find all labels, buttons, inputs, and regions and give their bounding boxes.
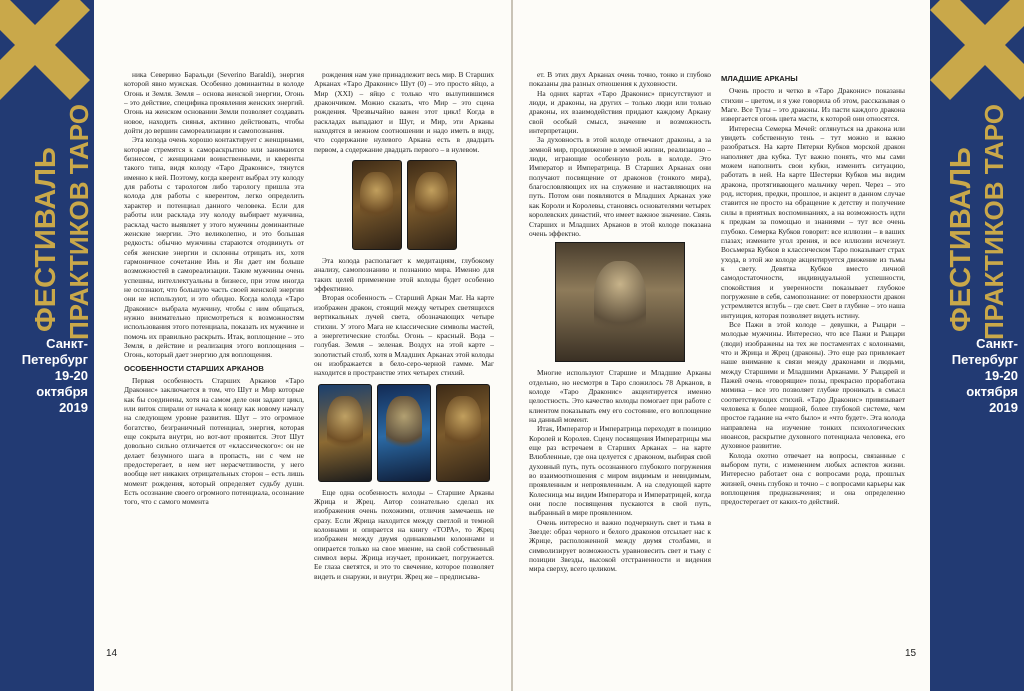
- paragraph: рождения нам уже принадлежит весь мир. В Старших Арканах «Таро Драконис» Шут (0) – это просто яйцо, а Мир (XXI) – яйцо с только что вылупившимся дракончиком. Можно сказать, что Мир – это сцена рождения. Чрезвычайно важен этот цикл! Когда в раскладах выпадают и Шут, и Мир, эти Арканы находятся в нежном соотношении и надо иметь в виду, что содержание нулевого Аркана есть в двадцать первом, а содержание двадцать первого – в нулевом.: [314, 70, 494, 154]
- left-page-column-2: [314, 70, 494, 640]
- section-heading: МЛАДШИЕ АРКАНЫ: [721, 74, 798, 83]
- festival-location: [4, 336, 88, 416]
- festival-city: Санкт-Петербург: [21, 336, 88, 367]
- page-number: 15: [905, 648, 917, 659]
- card-image-fool: [352, 160, 402, 250]
- paragraph: Очень интересно и важно подчеркнуть свет и тьма в Звезде: образ черного и белого драконов отсылает нас к Жрице, расположенной между двумя столбами, и символизирует возможность уравновесить свет и тьму с позиции Звезды, высокой отстраненности и видения мира сверху, всего целиком.: [529, 517, 711, 574]
- cross-icon: [0, 0, 90, 100]
- festival-title-line2: ПРАКТИКОВ ТАРО: [64, 104, 94, 340]
- left-festival-banner: [0, 0, 94, 691]
- festival-year: 2019: [989, 400, 1018, 415]
- cards-fool-world: [314, 160, 494, 250]
- festival-title-vertical: [0, 100, 94, 340]
- paragraph: Еще одна особенность колоды – Старшие Арканы Жрица и Жрец. Автор сознательно сделал их изображения очень похожими, отличия замечаешь не сразу. Если Жрица находится между светлой и темной колоннами и опирается на книгу «ТОРА», то Жрец изображен между двумя одинаковыми колоннами и опирается только на свое мнение, на свой собственный символ веры. Жрица изучает, проникает, погружается. Ее глаза светятся, и это то свечение, которое позволяет видеть и снаружи, и внутри. Жрец же – предписыва-: [314, 487, 494, 581]
- paragraph: Итак, Император и Императрица переходят в позицию Королей и Королев. Сцену посвящения Императрицы мы еще раз встречаем в Старших Арканах – на карте Влюбленные, где она целуется с драконом, выбирая свой духовный путь, путь осознанного глубокого погружения во взаимоотношения с миром видимым и невидимым, проявленным и непроявленным. А на следующей карте Колесница мы видим Императора и Императрицей, когда они после посвящения пускаются в свой путь, выбранный в мире проявленном.: [529, 424, 711, 518]
- paragraph: Колода охотно отвечает на вопросы, связанные с выбором пути, с изменением любых аспектов жизни. Интересно работает она с вопросами рода, прошлых жизней, очень глубоко и точно – с вопросами карьеры как воплощения предназначения; и она определенно предостерегает от каких-то действий.: [721, 450, 905, 507]
- paragraph: Интересна Семерка Мечей: оглянуться на дракона или увидеть собственную тень – тут можно и важно разобраться. На карте Пятерки Кубков морской дракон наполняет два кубка. Тут важно понять, что мы сами можем наполнить свои кубки, изменить ситуацию, работать в ней. На карте Шестерки Кубков мы видим дракона, протягивающего мальчику череп. Через – это род, история, предки, прошлое, и акцент в данном случае ставится не просто на обращение к детству и получение силы в приятных воспоминаниях, а на возможность идти к предкам за помощью и знаниями – тут все очень глубоко. Семерка Кубков говорит: все иллюзии – в ваших глазах; измените угол зрения, и все иллюзии исчезнут. Восьмерка Кубков в классическом Таро показывает страх ухода, в этой же колоде акцентируется движение из тьмы к свету. Девятка Кубков вместо личной самодостаточности, индивидуальной успешности, спокойствия и уверенности показывает глубокое погружение в себя, самопознание: от поверхности дракон устремляется вглубь – где свет. Свет в глубине – это наша интуиция, которая позволяет видеть истину.: [721, 123, 905, 320]
- card-image-lovers: [555, 242, 685, 362]
- festival-city: Санкт-Петербург: [951, 336, 1018, 367]
- section-heading: ОСОБЕННОСТИ СТАРШИХ АРКАНОВ: [124, 363, 264, 373]
- festival-year: 2019: [59, 400, 88, 415]
- festival-location: [932, 336, 1018, 416]
- paragraph: ет. В этих двух Арканах очень точно, тонко и глубоко показаны два разных отношения к духовности.: [529, 70, 711, 89]
- card-image-magician: [318, 384, 372, 482]
- festival-title-vertical: [930, 100, 1024, 340]
- paragraph: На одних картах «Таро Драконис» присутствуют и люди, и драконы, на других – только люди или только драконы, их взаимодействия придают каждому Аркану свой особый смысл, значение и возможность интерпретации.: [529, 88, 711, 136]
- festival-title-line1: ФЕСТИВАЛЬ: [945, 147, 977, 332]
- paragraph: Эта колода очень хорошо контактирует с женщинами, которые стремятся к самораскрытию или занимаются бизнесом, с женщинами воинственными, и кверенты такого типа, видя колоду «Таро Драконис», тянутся именно к ней. Поэтому, когда кверент выбрал эту колоду для работы с тарологом либо тарологу пришла эта колода для работы с кверентом, легко определить характер и потенциал данного человека. Если для работы или расклада эту колоду выбирает мужчина, расклад часто выявляет у этого мужчины доминантные женские энергии. Это великолепно, и это большая редкость: обычно мужчины стараются отодвинуть от себя женские энергии и склонны отрицать их, хотя гармоничное сочетание Инь и Ян дает им больше возможностей в самореализации. Такие мужчины очень успешны, интеллектуальны в бизнесе, при этом иногда не осознают, что большую часть своей женской энергии они не используют, и это обидно. Когда колода «Таро Драконис» выбрала мужчину, чтобы с ним общаться, нужно внимательно присмотреться к возможностям использования этого потенциала, показать их мужчине и помочь их правильно раскрыть. Итак, воплощение – это Земля, в действие и реализация этого воплощения – Огонь, который дает энергию для воплощения.: [124, 135, 304, 360]
- paragraph: За духовность в этой колоде отвечают драконы, а за земной мир, продвижение в земной жизни, реализацию – люди, играющие особенную роль в колоде. Это Император и Императрица. В Старших Арканах они получают посвящение от драконов (тонкого мира), благословляющих их на служение и наставляющих на путь. Потом они появляются в Младших Арканах уже как Короли и Королевы, становясь основателями четырех королевских династий, что имеет важное значение. Связь Старших и Младших Арканов в этой колоде показана очень эффектно.: [529, 135, 711, 238]
- festival-title-line2: ПРАКТИКОВ ТАРО: [979, 104, 1009, 340]
- page-number: 14: [106, 648, 118, 659]
- card-image-priest: [436, 384, 490, 482]
- card-image-priestess: [377, 384, 431, 482]
- left-page-column-1: [124, 70, 304, 640]
- card-image-world: [407, 160, 457, 250]
- paragraph: Первая особенность Старших Арканов «Таро Драконис» заключается в том, что Шут и Мир которые как бы соединены, хотя на самом деле они задают цикл, или виток спирали от начала к концу как новому началу на следующем уровне развития. Шут – это огромное богатство, безграничный потенциал, энергия, которая еще сокрыта внутри, но вот-вот проявится. Этот Шут довольно сильно отличается от «классического»: он не делает безумного шага в пропасть, ни с чем не предостерегает, в нем нет нерасчетливости, у него вообще нет никаких отрицательных сторон – есть лишь момент рождения, который определяет судьбу души. Есть осознание своего огромного потенциала, осознание того, что с самого момента: [124, 376, 304, 507]
- paragraph: Вторая особенность – Старший Аркан Маг. На карте изображен дракон, стоящий между четырех светящихся вертикальных лучей света, обозначающих четыре стихии. У этого Мага не классические символы мастей, а энергетические столбы. Огонь – красный. Вода – голубая. Земля – зеленая. Воздух на этой карте – золотистый столб, хотя в Младших Арканах этой колоды он изображается в бело-серо-черной гамме. Маг находится в пространстве этих четырех стихий.: [314, 293, 494, 378]
- paragraph: Очень просто и четко в «Таро Драконис» показаны стихии – цветом, и я уже говорила об этом, рассказывая о Маге. Все Тузы – это драконы. Из пасти каждого дракона извергается огонь цвета масти, к которой они относятся.: [721, 86, 905, 124]
- paragraph: Многие используют Старшие и Младшие Арканы отдельно, но несмотря в Таро сложилось 78 Арканов, в колоде «Таро Драконис» акцентируется именно целостность. Это качество колоды помогает при работе с клиентом показывать ему его состояние, его воплощение на данный момент.: [529, 368, 711, 424]
- right-page-column-2: [721, 70, 905, 640]
- festival-dates: 19-20 октября: [36, 368, 88, 399]
- right-page-column-1: [529, 70, 711, 640]
- paragraph: Все Пажи в этой колоде – девушки, а Рыцари – молодые мужчины. Интересно, что все Пажи и Рыцари (люди) изображены на тех же постаментах с колоннами, что и Жрица и Жрец (драконы). Это еще раз привлекает наше внимание к связи между драконами и людьми, между Старшими и Младшими Арканами. У Рыцарей и Пажей очень «говорящие» позы, прекрасно проработана мимика – все это позволяет глубже проникать в смысл соответствующих стихий. «Таро Драконис» привязывает человека к более мощной, более глубокой системе, чем простое гадание на «что было» и «что будет». Эта колода направлена на изучение тонких психологических нюансов, раскрытие духовного потенциала человека, его духовное развитие.: [721, 319, 905, 451]
- cross-icon: [930, 0, 1024, 100]
- right-festival-banner: [930, 0, 1024, 691]
- festival-dates: 19-20 октября: [966, 368, 1018, 399]
- festival-title-line1: ФЕСТИВАЛЬ: [30, 147, 62, 332]
- cards-magician-priestess-priest: [314, 384, 494, 482]
- right-page: [513, 0, 930, 691]
- left-page: [94, 0, 511, 691]
- paragraph: Эта колода располагает к медитациям, глубокому анализу, самопознанию и познанию мира. Именно для таких целей применение этой колоды будет особенно эффективно.: [314, 256, 494, 294]
- paragraph: ника Северино Баральди (Severino Baraldi), энергия которой явно мужская. Особенно доминантны в колоде Огонь и Земля. Земля – основа женской энергии, Огонь – это действие, специфика проявления женских энергий. Огонь на женском основании Земли позволяет создавать новое, находить сиянья, активно действовать, чтобы дойти до вершин самореализации и самопознания.: [124, 70, 304, 136]
